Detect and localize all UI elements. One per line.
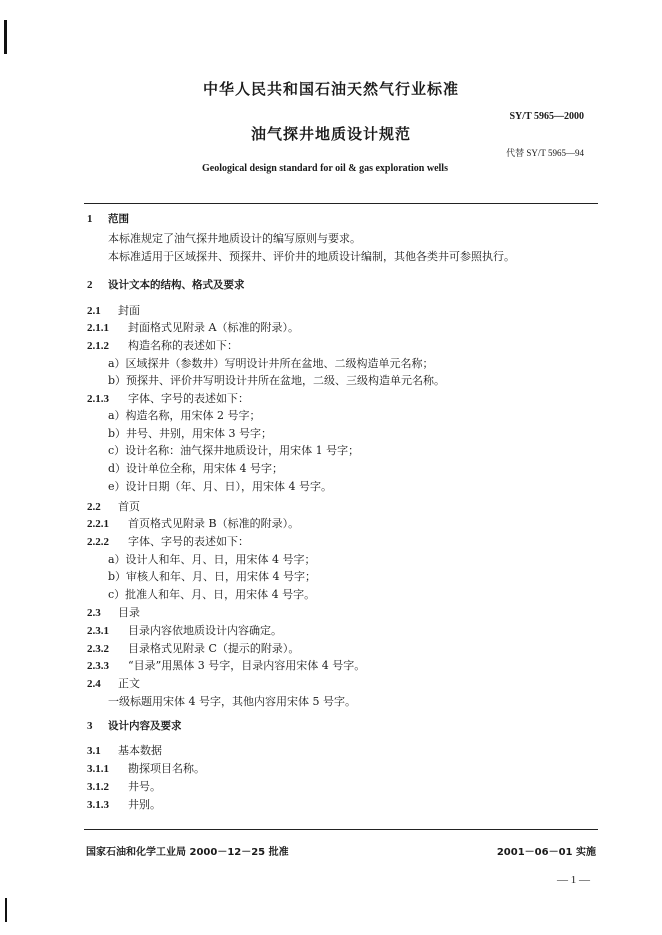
clause-text: a）区域探井（参数井）写明设计井所在盆地、二级构造单元名称；: [108, 357, 434, 370]
list-item: [0, 586, 662, 604]
clause: [0, 533, 662, 551]
clause-number: 3.1.1: [87, 763, 109, 775]
clause: [0, 675, 662, 693]
clause-number: 3.1: [87, 745, 101, 757]
clause-text: 设计内容及要求: [108, 720, 182, 732]
clause-number: 2.3: [87, 607, 101, 619]
clause-text: a）构造名称，用宋体 2 号字；: [108, 409, 261, 422]
clause: [0, 640, 662, 658]
header-divider: [84, 203, 598, 204]
clause-text: 目录格式见附录 C（提示的附录）。: [128, 642, 300, 655]
clause-number: 2: [87, 279, 93, 291]
list-item: [0, 442, 662, 460]
clause-number: 2.1.2: [87, 340, 109, 352]
clause-text: 范围: [108, 213, 129, 225]
list-item: [0, 355, 662, 373]
implementation-date: 2001－06－01 实施: [496, 847, 596, 858]
clause: [0, 796, 662, 814]
paragraph: [0, 230, 662, 248]
document-title: 油气探井地质设计规范: [250, 125, 411, 143]
clause-number: 2.1.3: [87, 393, 109, 405]
clause: [0, 498, 662, 516]
clause-text: 构造名称的表述如下：: [128, 339, 238, 352]
section-heading: [0, 276, 662, 294]
clause-text: c）设计名称：油气探井地质设计，用宋体 1 号字；: [108, 444, 360, 457]
clause: [0, 390, 662, 408]
clause: [0, 760, 662, 778]
clause-text: 本标准适用于区域探井、预探井、评价井的地质设计编制，其他各类井可参照执行。: [108, 250, 515, 263]
clause-number: 2.4: [87, 678, 101, 690]
clause-text: 目录内容依地质设计内容确定。: [128, 624, 282, 637]
clause-text: 字体、字号的表述如下：: [128, 535, 249, 548]
clause-text: 字体、字号的表述如下：: [128, 392, 249, 405]
page-number: — 1 —: [557, 874, 590, 886]
section-heading: [0, 210, 662, 228]
clause-text: 一级标题用宋体 4 号字，其他内容用宋体 5 号字。: [108, 695, 356, 708]
scan-edge-mark: [5, 898, 7, 922]
replaces-standard: 代替 SY/T 5965—94: [506, 148, 584, 158]
paragraph: [0, 693, 662, 711]
clause-number: 1: [87, 213, 93, 225]
english-title: Geological design standard for oil & gas exploration wells: [202, 163, 448, 174]
clause-text: b）预探井、评价井写明设计井所在盆地，二级、三级构造单元名称。: [108, 374, 446, 387]
clause-number: 3.1.3: [87, 799, 109, 811]
clause: [0, 337, 662, 355]
clause-text: 首页: [118, 500, 140, 513]
clause: [0, 319, 662, 337]
paragraph: [0, 248, 662, 266]
clause-text: 井别。: [128, 798, 161, 811]
section-heading: [0, 717, 662, 735]
clause-number: 2.2.2: [87, 536, 109, 548]
clause-text: b）审核人和年、月、日，用宋体 4 号字；: [108, 570, 317, 583]
clause-number: 3.1.2: [87, 781, 109, 793]
clause: [0, 604, 662, 622]
approval-date: 国家石油和化学工业局 2000－12－25 批准: [86, 847, 289, 858]
clause-text: b）井号、井别，用宋体 3 号字；: [108, 427, 273, 440]
clause: [0, 302, 662, 320]
list-item: [0, 478, 662, 496]
clause-text: 基本数据: [118, 744, 162, 757]
list-item: [0, 551, 662, 569]
clause-text: 封面格式见附录 A（标准的附录）。: [128, 321, 299, 334]
clause-text: e）设计日期（年、月、日），用宋体 4 号字。: [108, 480, 333, 493]
clause-text: 目录: [118, 606, 140, 619]
clause-number: 2.3.2: [87, 643, 109, 655]
clause: [0, 778, 662, 796]
clause: [0, 622, 662, 640]
clause-number: 3: [87, 720, 93, 732]
clause: [0, 742, 662, 760]
clause-number: 2.2: [87, 501, 101, 513]
clause-text: d）设计单位全称，用宋体 4 号字；: [108, 462, 284, 475]
clause-text: 设计文本的结构、格式及要求: [108, 279, 245, 291]
list-item: [0, 407, 662, 425]
clause-number: 2.1.1: [87, 322, 109, 334]
clause: [0, 657, 662, 675]
list-item: [0, 568, 662, 586]
list-item: [0, 372, 662, 390]
clause-number: 2.1: [87, 305, 101, 317]
clause-text: 勘探项目名称。: [128, 762, 205, 775]
clause-text: 井号。: [128, 780, 161, 793]
list-item: [0, 425, 662, 443]
list-item: [0, 460, 662, 478]
clause: [0, 515, 662, 533]
clause-text: a）设计人和年、月、日，用宋体 4 号字；: [108, 553, 316, 566]
clause-text: “目录”用黑体 3 号字，目录内容用宋体 4 号字。: [128, 659, 366, 672]
clause-text: c）批准人和年、月、日，用宋体 4 号字。: [108, 588, 316, 601]
clause-number: 2.3.3: [87, 660, 109, 672]
clause-text: 本标准规定了油气探井地质设计的编写原则与要求。: [108, 232, 361, 245]
clause-text: 封面: [118, 304, 140, 317]
standard-code: SY/T 5965—2000: [509, 111, 584, 122]
clause-number: 2.2.1: [87, 518, 109, 530]
scan-edge-mark: [4, 20, 7, 54]
clause-text: 正文: [118, 677, 140, 690]
clause-text: 首页格式见附录 B（标准的附录）。: [128, 517, 300, 530]
footer-divider: [84, 829, 598, 830]
standard-category-title: 中华人民共和国石油天然气行业标准: [202, 80, 459, 98]
clause-number: 2.3.1: [87, 625, 109, 637]
